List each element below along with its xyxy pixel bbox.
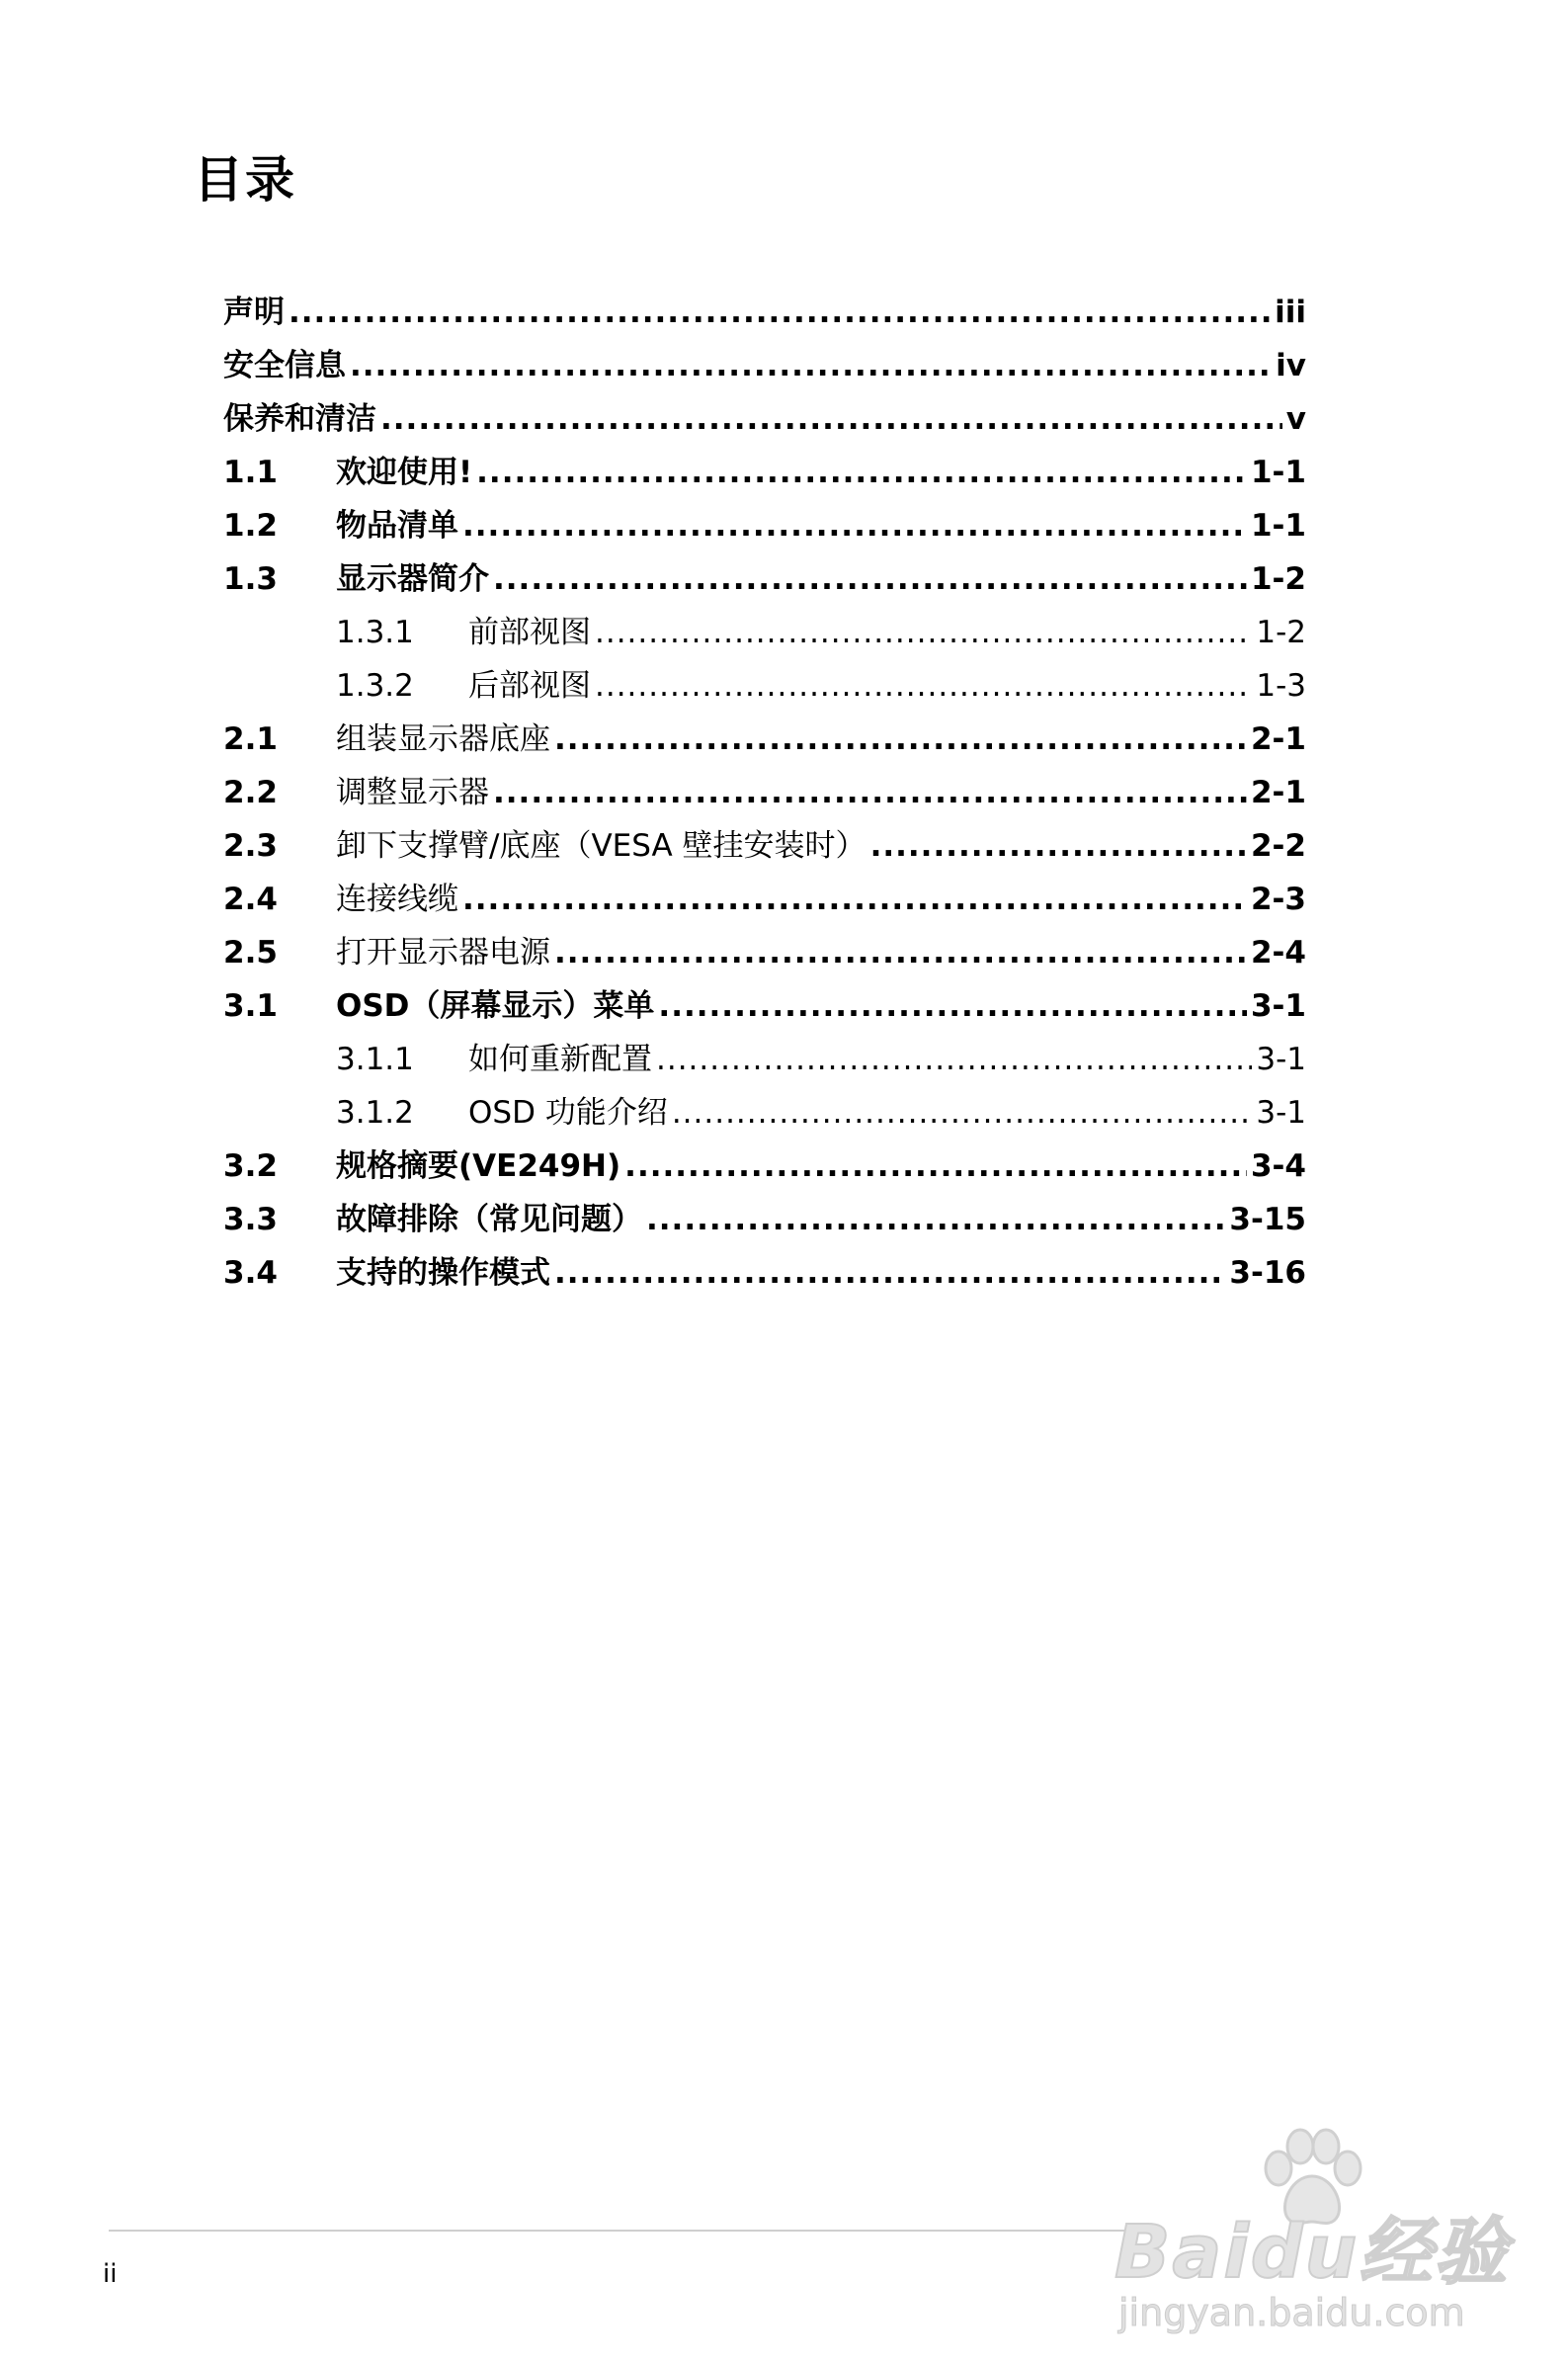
toc-entry[interactable] [223,814,1306,862]
toc-entry-page: 1-1 [1250,455,1306,490]
toc-entry-title: 调整显示器 [336,775,489,810]
toc-leader [554,938,1247,969]
toc-entry[interactable] [223,1028,1306,1075]
toc-entry-page: v [1285,401,1306,437]
toc-entry-title: 连接线缆 [336,882,458,917]
toc-entry[interactable] [223,494,1306,542]
toc-leader [289,297,1271,328]
toc-entry-number: 3.1 [223,988,278,1024]
toc-entry[interactable] [223,868,1306,915]
toc-entry-page: 1-2 [1250,561,1306,597]
toc-entry-title: 支持的操作模式 [336,1255,550,1291]
toc-entry-page: 3-16 [1229,1255,1306,1291]
toc-entry-number: 2.1 [223,721,278,757]
toc-entry-page: 3-4 [1250,1148,1306,1184]
toc-entry-page: 3-1 [1256,1042,1306,1077]
toc-entry-number: 2.3 [223,828,278,864]
toc-leader [350,351,1272,381]
toc-entry-title: 显示器简介 [336,561,489,597]
toc-entry-number: 3.2 [223,1148,278,1184]
watermark-url: jingyan.baidu.com [1118,2291,1465,2334]
toc-entry-title: 组装显示器底座 [336,721,550,757]
toc-leader [646,1205,1225,1235]
toc-leader [493,778,1247,808]
toc-entry-title: 卸下支撑臂/底座（VESA 壁挂安装时） [336,828,867,864]
toc-leader [624,1151,1247,1182]
toc-entry-number: 2.2 [223,775,278,810]
toc-entry-number: 1.1 [223,455,278,490]
toc-entry-number: 3.3 [223,1202,278,1237]
toc-entry-page: 2-1 [1250,721,1306,757]
toc-leader [672,1098,1253,1129]
toc-entry-title: 如何重新配置 [468,1042,652,1077]
toc-entry[interactable] [223,1241,1306,1289]
toc-entry-page: 3-1 [1256,1095,1306,1131]
toc-entry-page: 2-1 [1250,775,1306,810]
toc-leader [554,724,1247,755]
toc-entry-title: 欢迎使用! [336,455,473,490]
toc-entry-page: 1-2 [1256,615,1306,650]
toc-entry[interactable] [223,281,1306,328]
toc-leader [380,404,1282,435]
toc-entry-title: 规格摘要(VE249H) [336,1148,621,1184]
toc-entry-number: 1.3.2 [336,668,414,704]
toc-entry-page: 3-15 [1229,1202,1306,1237]
toc-entry-number: 2.4 [223,882,278,917]
toc-entry-page: 3-1 [1250,988,1306,1024]
toc-entry[interactable] [223,1081,1306,1129]
toc-entry-number: 3.1.2 [336,1095,414,1131]
toc-leader [462,511,1247,542]
toc-entry-page: 2-4 [1250,935,1306,971]
toc-entry[interactable] [223,548,1306,595]
toc-entry-number: 1.2 [223,508,278,544]
toc-entry[interactable] [223,761,1306,808]
toc-entry-title: 安全信息 [223,348,346,383]
toc-entry[interactable] [223,387,1306,435]
toc-entry-number: 1.3 [223,561,278,597]
toc-entry[interactable] [223,601,1306,648]
toc-entry-title: 物品清单 [336,508,458,544]
toc-entry-page: 2-3 [1250,882,1306,917]
toc-entry[interactable] [223,654,1306,702]
watermark-brand: Baidu经验 [1114,2210,1510,2295]
toc-entry[interactable] [223,1135,1306,1182]
toc-entry[interactable] [223,921,1306,969]
toc-leader [476,458,1247,488]
toc-entry-title: 后部视图 [468,668,591,704]
toc-entry-number: 2.5 [223,935,278,971]
toc-leader [870,831,1247,862]
toc-entry-page: iv [1276,348,1306,383]
footer-divider [109,2230,1136,2232]
toc-entry[interactable] [223,441,1306,488]
toc-leader [658,991,1247,1022]
toc-entry-number: 3.1.1 [336,1042,414,1077]
toc-entry-title: 声明 [223,295,285,330]
toc-entry-title: 打开显示器电源 [336,935,550,971]
toc-entry-title: OSD 功能介绍 [468,1095,668,1131]
toc-entry-page: 2-2 [1250,828,1306,864]
toc-entry[interactable] [223,334,1306,381]
toc-leader [595,618,1252,648]
baidu-watermark [1114,2125,1510,2342]
page-title: 目录 [194,151,296,209]
toc-entry-page: 1-3 [1256,668,1306,704]
toc-entry-title: 故障排除（常见问题） [336,1202,642,1237]
toc-entry-number: 1.3.1 [336,615,414,650]
toc-leader [554,1258,1225,1289]
toc-entry-title: OSD（屏幕显示）菜单 [336,988,655,1024]
toc-entry-page: iii [1275,295,1306,330]
toc-leader [595,671,1252,702]
toc-leader [656,1045,1252,1075]
toc-leader [462,885,1247,915]
toc-leader [493,564,1247,595]
toc-entry-number: 3.4 [223,1255,278,1291]
footer-page-number: ii [103,2259,118,2289]
toc-entry[interactable] [223,708,1306,755]
toc-entry-title: 保养和清洁 [223,401,376,437]
toc-entry-title: 前部视图 [468,615,591,650]
toc-entry[interactable] [223,974,1306,1022]
toc-entry-page: 1-1 [1250,508,1306,544]
toc-entry[interactable] [223,1188,1306,1235]
